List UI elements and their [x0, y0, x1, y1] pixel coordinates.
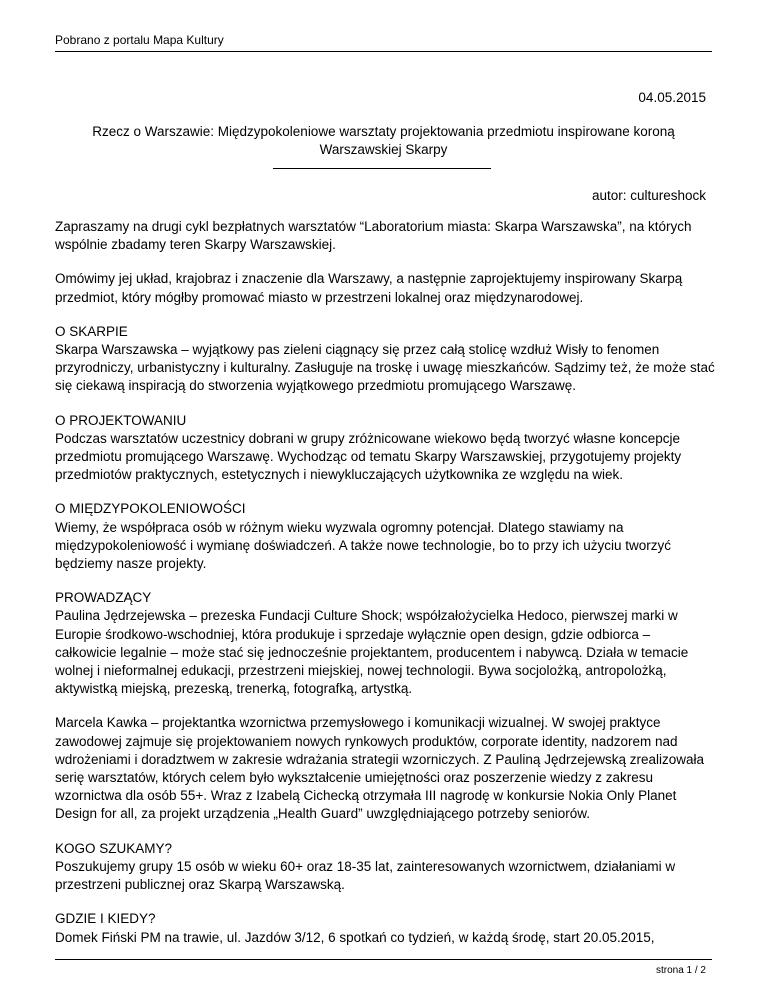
section-prowadzacy	[55, 589, 715, 698]
section-gdzie-kiedy	[55, 910, 715, 946]
title-divider	[273, 168, 491, 169]
intro-paragraph-2: Omówimy jej układ, krajobraz i znaczenie dla Warszawy, a następnie zaprojektujemy inspirowany Skarpą przedmiot, który mógłby promować miasto w przestrzeni lokalnej oraz międzynarodowej.	[55, 271, 683, 305]
title-line-2: Warszawskiej Skarpy	[319, 142, 448, 157]
section-text: Paulina Jędrzejewska – prezeska Fundacji Culture Shock; współzałożycielka Hedoco, pierwszej marki w Europie środkowo-wschodniej, która produkuje i sprzedaje wyłącznie open design, gdzie odbiorca – całkowicie legalnie – może stać się jednocześnie projektantem, producentem i nabywcą. Działa w temacie wolnej i nieformalnej edukacji, przestrzeni miejskiej, nowej technologii. Bywa socjolożką, antropolożką, aktywistką miejską, prezeską, trenerką, fotografką, artystką.	[55, 608, 689, 697]
article-author: autor: cultureshock	[591, 188, 706, 203]
section-heading: PROWADZĄCY	[55, 590, 152, 606]
section-miedzypokoleniowosc	[55, 500, 715, 573]
section-prowadzacy-2: Marcela Kawka – projektantka wzornictwa przemysłowego i komunikacji wizualnej. W swojej praktyce zawodowej zajmuje się projektowaniem nowych rynkowych produktów, corporate identity, nadzorem nad wdrożeniami i doradztwem w zakresie wdrażania strategii wzorniczych. Z Pauliną Jędrzejewską zrealizowała serię warsztatów, których celem było wykształcenie umiejętności oraz poszerzenie wiedzy z zakresu wzornictwa dla osób 55+. Wraz z Izabelą Cichecką otrzymała III nagrodę w konkursie Nokia Only Planet Design for all, za projekt urządzenia „Health Guard” uwzględniającego potrzeby seniorów.	[55, 715, 705, 822]
section-heading: O SKARPIE	[55, 323, 128, 339]
section-kogo-szukamy	[55, 840, 715, 895]
section-text: Poszukujemy grupy 15 osób w wieku 60+ oraz 18-35 lat, zainteresowanych wzornictwem, działaniami w przestrzeni publicznej oraz Skarpą Warszawską.	[55, 858, 676, 893]
title-line-1: Rzecz o Warszawie: Międzypokoleniowe warsztaty projektowania przedmiotu inspirowane koroną	[92, 124, 675, 139]
section-skarpa	[55, 323, 715, 396]
article-date: 04.05.2015	[638, 90, 706, 105]
section-heading: KOGO SZUKAMY?	[55, 840, 173, 856]
section-text: Domek Fiński PM na trawie, ul. Jazdów 3/12, 6 spotkań co tydzień, w każdą środę, start 20.05.2015,	[55, 929, 655, 945]
header-divider	[55, 51, 712, 52]
section-text: Skarpa Warszawska – wyjątkowy pas zieleni ciągnący się przez całą stolicę wzdłuż Wisły to fenomen przyrodniczy, urbanistyczny i kulturalny. Zasługuje na troskę i uwagę mieszkańców. Sądzimy też, że może stać się ciekawą inspiracją do stworzenia wyjątkowego przedmiotu promującego Warszawę.	[55, 342, 715, 394]
section-projektowanie	[55, 412, 715, 485]
section-heading: O MIĘDZYPOKOLENIOWOŚCI	[55, 501, 246, 517]
section-heading: O PROJEKTOWANIU	[55, 412, 187, 428]
article-title	[55, 123, 712, 159]
section-heading: GDZIE I KIEDY?	[55, 911, 156, 927]
page-number: strona 1 / 2	[655, 965, 706, 976]
section-text: Podczas warsztatów uczestnicy dobrani w grupy zróżnicowane wiekowo będą tworzyć własne koncepcje przedmiotu promującego Warszawę. Wychodząc od tematu Skarpy Warszawskiej, przygotujemy projekty przedmiotów praktycznych, estetycznych i niewykluczających użytkownika ze względu na wiek.	[55, 430, 682, 483]
section-text: Wiemy, że współpraca osób w różnym wieku wyzwala ogromny potencjał. Dlatego stawiamy na międzypokoleniowość i wymianę doświadczeń. A także nowe technologie, bo to przy ich użyciu tworzyć będziemy nasze projekty.	[55, 519, 672, 572]
article-body	[55, 218, 715, 963]
footer-divider	[55, 959, 712, 960]
intro-paragraph-1: Zapraszamy na drugi cykl bezpłatnych warsztatów “Laboratorium miasta: Skarpa Warszawska”, na których wspólnie zbadamy teren Skarpy Warszawskiej.	[55, 219, 692, 253]
source-header: Pobrano z portalu Mapa Kultury	[55, 33, 224, 47]
